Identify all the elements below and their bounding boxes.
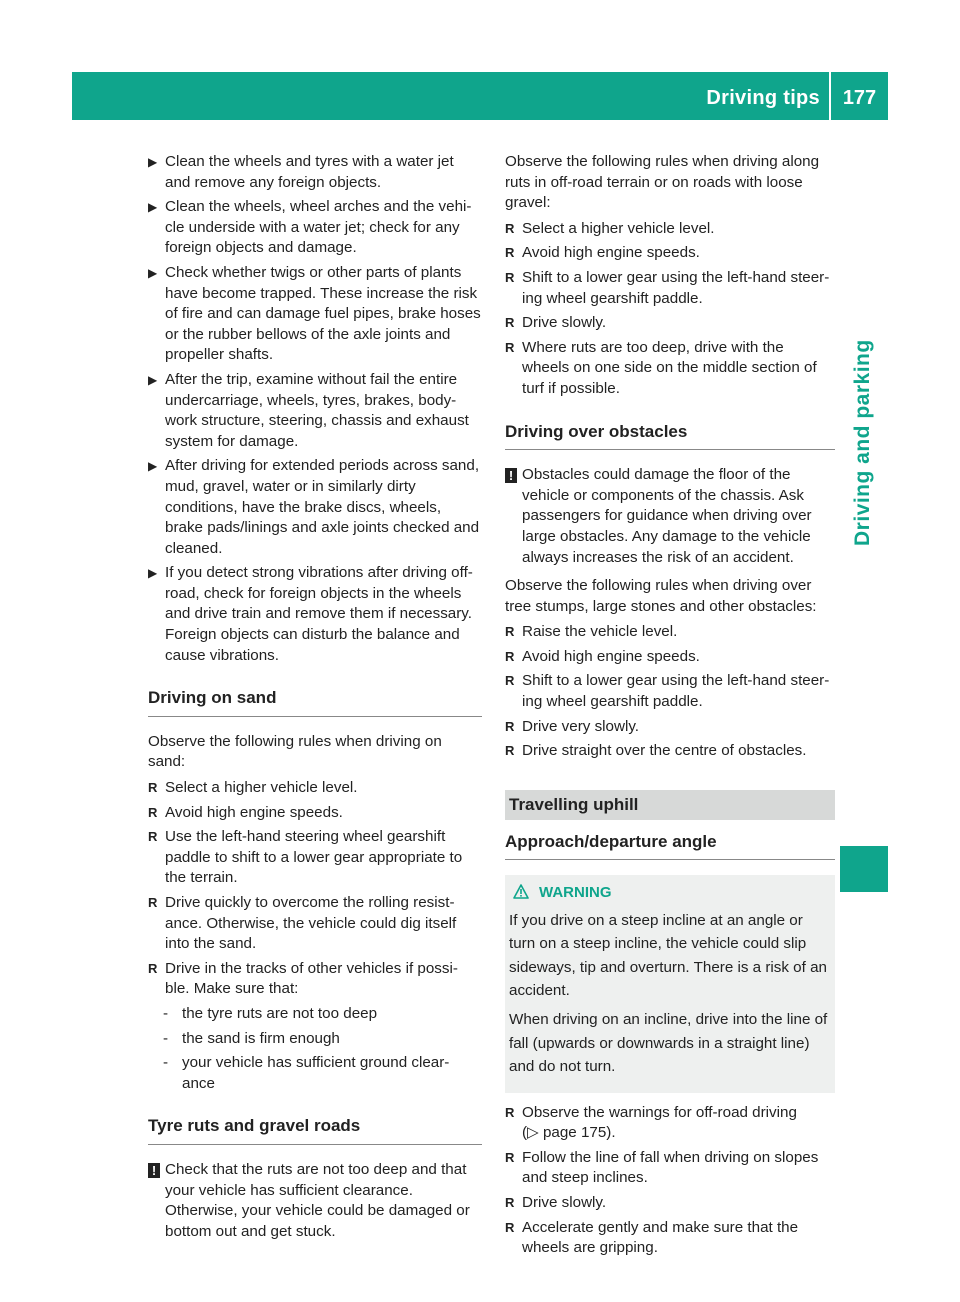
list-item: R Follow the line of fall when driving on slopes and steep inclines. <box>505 1148 819 1187</box>
exclamation-icon: ! <box>148 1163 160 1178</box>
dash-icon: - <box>163 1054 169 1072</box>
right-column <box>505 152 835 1263</box>
list-item: R Raise the vehicle level. <box>505 622 835 643</box>
bullet-icon: R <box>505 1149 515 1165</box>
notice: ! Obstacles could damage the floor of the vehicle or components of the chassis. Ask passengers for guidance when driving over large obstacles. Any damage to the vehicle always increases the risk of an accident. <box>505 465 835 568</box>
action-arrow-icon: ▶ <box>148 155 158 169</box>
dash-icon: - <box>163 1029 169 1047</box>
section-title: Driving tips <box>706 87 820 109</box>
sub-list-item: - the sand is firm enough <box>148 1029 482 1050</box>
checklist-item: ▶ Clean the wheels and tyres with a water jet and remove any foreign objects. <box>148 153 454 191</box>
section-box-title: Travelling uphill <box>509 794 639 814</box>
list-item: R Drive quickly to overcome the rolling resist-ance. Otherwise, the vehicle could dig itself into the sand. <box>148 894 457 953</box>
list-item: R Select a higher vehicle level. <box>505 219 835 240</box>
list-item: R Drive slowly. <box>505 1193 835 1214</box>
action-arrow-icon: ▶ <box>148 200 158 215</box>
bullet-icon: R <box>148 804 158 820</box>
header-bar <box>72 72 888 120</box>
list-item: R Shift to a lower gear using the left-hand steer-ing wheel gearshift paddle. <box>505 268 830 307</box>
bullet-icon: R <box>505 245 515 261</box>
heading-approach-departure-angle: Approach/departure angle <box>505 832 835 861</box>
obstacles-intro: Observe the following rules when driving over tree stumps, large stones and other obstacles: <box>505 577 817 615</box>
bullet-icon: R <box>505 1195 515 1211</box>
warning-box <box>505 875 835 1092</box>
checklist-item: ▶ If you detect strong vibrations after driving off-road, check for foreign objects in the wheels and drive train and remove them if necessary. Foreign objects can disturb the balance and cause vibrations. <box>148 564 473 664</box>
bullet-icon: R <box>505 315 515 331</box>
exclamation-icon: ! <box>505 468 517 483</box>
sub-list-item: - your vehicle has sufficient ground clear-ance <box>163 1054 450 1092</box>
dash-icon: - <box>163 1004 169 1022</box>
bullet-icon: R <box>148 780 158 796</box>
chapter-marker <box>840 846 888 892</box>
bullet-icon: R <box>505 1219 515 1235</box>
bullet-icon: R <box>505 220 515 236</box>
warning-header <box>509 881 829 906</box>
bullet-icon: R <box>148 960 158 976</box>
warning-text: When driving on an incline, drive into the line of fall (upwards or downwards in a straight line) and do not turn. <box>509 1011 828 1076</box>
heading-driving-on-sand: Driving on sand <box>148 688 482 717</box>
list-item: R Where ruts are too deep, drive with the wheels on one side on the middle section of turf if possible. <box>505 338 817 397</box>
list-item: R Observe the warnings for off-road driving (▷ page 175). <box>505 1103 797 1142</box>
bullet-icon: R <box>505 718 515 734</box>
chapter-tab-label: Driving and parking <box>851 339 874 546</box>
sub-list-item: - the tyre ruts are not too deep <box>148 1004 482 1025</box>
list-item: R Shift to a lower gear using the left-hand steer-ing wheel gearshift paddle. <box>505 672 830 711</box>
left-column <box>148 152 482 1250</box>
list-item: R Use the left-hand steering wheel gearshift paddle to shift to a lower gear appropriate to the terrain. <box>148 828 463 887</box>
chapter-tab <box>840 256 888 826</box>
list-item: R Drive slowly. <box>505 313 835 334</box>
heading-driving-over-obstacles: Driving over obstacles <box>505 422 835 451</box>
warning-triangle-icon <box>513 883 529 906</box>
action-arrow-icon: ▶ <box>148 372 158 387</box>
bullet-icon: R <box>505 648 515 664</box>
list-item: R Drive in the tracks of other vehicles if possi-ble. Make sure that: <box>148 959 458 998</box>
section-box-travelling-uphill <box>505 790 835 820</box>
list-item: R Drive straight over the centre of obstacles. <box>505 741 835 762</box>
sand-intro: Observe the following rules when driving on sand: <box>148 732 442 771</box>
bullet-icon: R <box>505 624 515 640</box>
bullet-icon: R <box>505 743 515 759</box>
action-arrow-icon: ▶ <box>148 566 158 581</box>
page-reference-link[interactable]: (▷ page 175). <box>522 1124 616 1142</box>
list-item: R Avoid high engine speeds. <box>148 803 482 824</box>
bullet-icon: R <box>505 339 515 355</box>
gravel-intro: Observe the following rules when driving along ruts in off-road terrain or on roads with loose gravel: <box>505 153 820 212</box>
checklist-item: ▶ After the trip, examine without fail the entire undercarriage, wheels, tyres, brakes, body-work structure, steering, chassis and exhaust system for damage. <box>148 370 469 450</box>
list-item: R Avoid high engine speeds. <box>505 647 835 668</box>
bullet-icon: R <box>505 673 515 689</box>
bullet-icon: R <box>148 895 158 910</box>
bullet-icon: R <box>505 269 515 285</box>
action-arrow-icon: ▶ <box>148 459 158 474</box>
action-arrow-icon: ▶ <box>148 265 158 280</box>
list-item: R Drive very slowly. <box>505 717 835 738</box>
page-number: 177 <box>842 87 877 109</box>
checklist-item: ▶ After driving for extended periods across sand, mud, gravel, water or in similarly dirty conditions, have the brake discs, wheels, brake pads/linings and axle joints checked and cleaned. <box>148 457 480 557</box>
checklist-item: ▶ Check whether twigs or other parts of plants have become trapped. These increase the risk of fire and can damage fuel pipes, brake hoses or the rubber bellows of the axle joints and propeller shafts. <box>148 263 481 364</box>
list-item: R Accelerate gently and make sure that the wheels are gripping. <box>505 1218 799 1257</box>
warning-label: WARNING <box>539 884 612 902</box>
heading-tyre-ruts: Tyre ruts and gravel roads <box>148 1116 482 1145</box>
warning-text: If you drive on a steep incline at an angle or turn on a steep incline, the vehicle could slip sideways, tip and overturn. There is a risk of an accident. <box>509 911 827 1000</box>
list-item: R Avoid high engine speeds. <box>505 243 835 264</box>
checklist-item: ▶ Clean the wheels, wheel arches and the vehi-cle underside with a water jet; check for any foreign objects and damage. <box>148 198 472 257</box>
bullet-icon: R <box>148 829 158 845</box>
bullet-icon: R <box>505 1104 515 1120</box>
notice: ! Check that the ruts are not too deep and that your vehicle has sufficient clearance. Otherwise, your vehicle could be damaged or bottom out and get stuck. <box>148 1160 482 1242</box>
list-item: R Select a higher vehicle level. <box>148 778 482 799</box>
